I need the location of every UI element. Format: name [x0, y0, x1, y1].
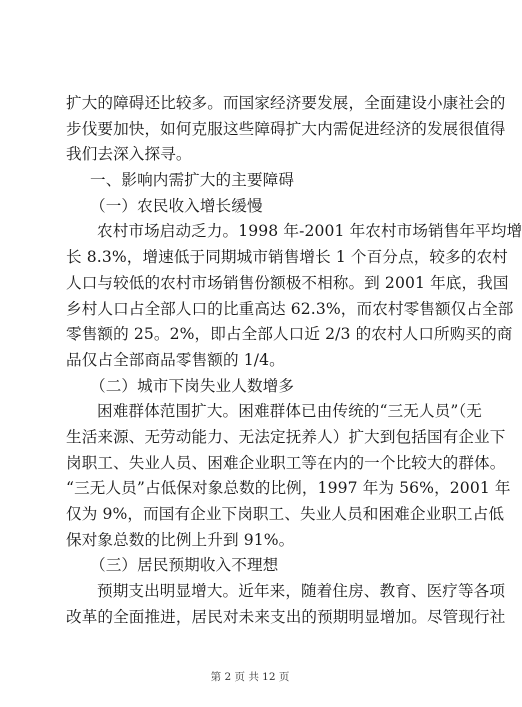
document-body [66, 91, 522, 630]
body-line: 生活来源、无劳动能力、无法定抚养人）扩大到包括国有企业下 [66, 427, 506, 446]
body-line: 我们去深入探寻。 [66, 145, 192, 164]
body-line: 岗职工、失业人员、困难企业职工等在内的一个比较大的群体。 [66, 453, 506, 472]
section-heading: 一、影响内需扩大的主要障碍 [90, 171, 295, 190]
paragraph-first-line: 预期支出明显增大。近年来，随着住房、教育、医疗等各项 [97, 582, 506, 601]
body-line: 改革的全面推进，居民对未来支出的预期明显增加。尽管现行社 [66, 607, 506, 626]
body-line: 人口与较低的农村市场销售份额极不相称。到 2001 年底，我国 [66, 273, 509, 292]
body-line: 乡村人口占全部人口的比重高达 62.3%，而农村零售额仅占全部 [66, 299, 514, 318]
subsection-heading: （二）城市下岗失业人数增多 [90, 376, 295, 395]
paragraph-first-line: 困难群体范围扩大。困难群体已由传统的“三无人员”（无 [97, 402, 482, 421]
body-line: 品仅占全部商品零售额的 1/4。 [66, 350, 285, 369]
body-line: 步伐要加快，如何克服这些障碍扩大内需促进经济的发展很值得 [66, 119, 506, 138]
body-line: 零售额的 25。2%，即占全部人口近 2/3 的农村人口所购买的商 [66, 325, 513, 344]
paragraph-first-line: 农村市场启动乏力。1998 年-2001 年农村市场销售年平均增 [97, 222, 522, 241]
body-line: 长 8.3%，增速低于同期城市销售增长 1 个百分点，较多的农村 [66, 248, 508, 267]
subsection-heading: （一）农民收入增长缓慢 [90, 196, 263, 215]
body-line: “三无人员”占低保对象总数的比例，1997 年为 56%，2001 年 [66, 479, 511, 498]
body-line: 扩大的障碍还比较多。而国家经济要发展，全面建设小康社会的 [66, 94, 506, 112]
subsection-heading: （三）居民预期收入不理想 [90, 556, 279, 575]
page-footer: 第 2 页 共 12 页 [210, 671, 290, 683]
body-line: 保对象总数的比例上升到 91%。 [66, 530, 295, 549]
body-line: 仅为 9%，而国有企业下岗职工、失业人员和困难企业职工占低 [66, 505, 505, 523]
